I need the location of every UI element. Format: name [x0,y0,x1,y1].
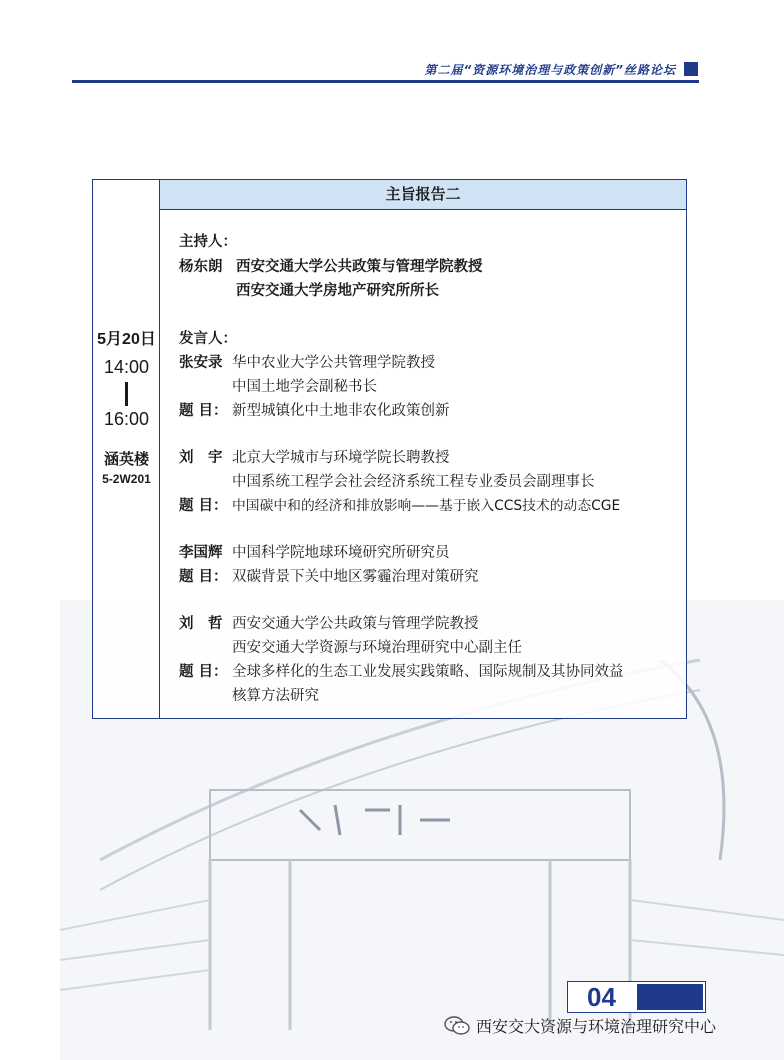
page-number-box [567,981,706,1013]
speaker-title: 西安交通大学公共政策与管理学院教授 [232,616,479,632]
end-time: 16:00 [103,409,150,429]
speakers-label: 发言人： [179,331,237,347]
host-name: 杨东朗 [179,259,223,275]
header-rule [72,80,699,83]
speaker-title: 中国科学院地球环境研究所研究员 [232,545,450,561]
topic-label: 题 目： [179,403,228,419]
room-number: 5-2W201 [102,472,151,486]
speaker-topic: 新型城镇化中土地非农化政策创新 [232,403,450,419]
speaker-name: 刘 宇 [179,450,223,466]
speaker-topic: 核算方法研究 [232,688,319,704]
header-square-decoration [684,62,698,76]
speaker-name: 刘 哲 [179,616,223,632]
topic-label: 题 目： [179,569,228,585]
speaker-title: 中国土地学会副秘书长 [232,379,377,395]
speaker-topic: 全球多样化的生态工业发展实践策略、国际规制及其协同效益 [232,664,624,680]
credit-text: 西安交大资源与环境治理研究中心 [476,1017,717,1036]
wechat-icon [444,1016,470,1036]
page-number-fill [637,984,703,1010]
speaker-title: 北京大学城市与环境学院长聘教授 [232,450,450,466]
speaker-name: 李国辉 [179,545,223,561]
schedule-box [92,179,687,719]
host-label: 主持人： [179,234,237,250]
header-title: 第二届“资源环境治理与政策创新”丝路论坛 [424,63,676,77]
topic-label: 题 目： [179,498,228,514]
footer-credit [444,1014,716,1037]
time-separator [125,382,128,406]
speaker-topic: 双碳背景下关中地区雾霾治理对策研究 [232,569,479,585]
host-title: 西安交通大学房地产研究所所长 [236,283,439,299]
topic-label: 题 目： [179,664,228,680]
start-time: 14:00 [103,357,150,377]
building-name: 涵英楼 [103,451,149,468]
speaker-topic: 中国碳中和的经济和排放影响——基于嵌入CCS技术的动态CGE [232,498,621,514]
speaker-title: 中国系统工程学会社会经济系统工程专业委员会副理事长 [232,474,595,490]
time-column [93,180,160,718]
speaker-title: 西安交通大学资源与环境治理研究中心副主任 [232,640,522,656]
page-number: 04 [587,982,616,1012]
speaker-title: 华中农业大学公共管理学院教授 [232,355,435,371]
speaker-name: 张安录 [179,355,223,371]
session-date: 5月20日 [97,331,156,348]
session-title: 主旨报告二 [160,180,686,210]
host-title: 西安交通大学公共政策与管理学院教授 [236,259,483,275]
